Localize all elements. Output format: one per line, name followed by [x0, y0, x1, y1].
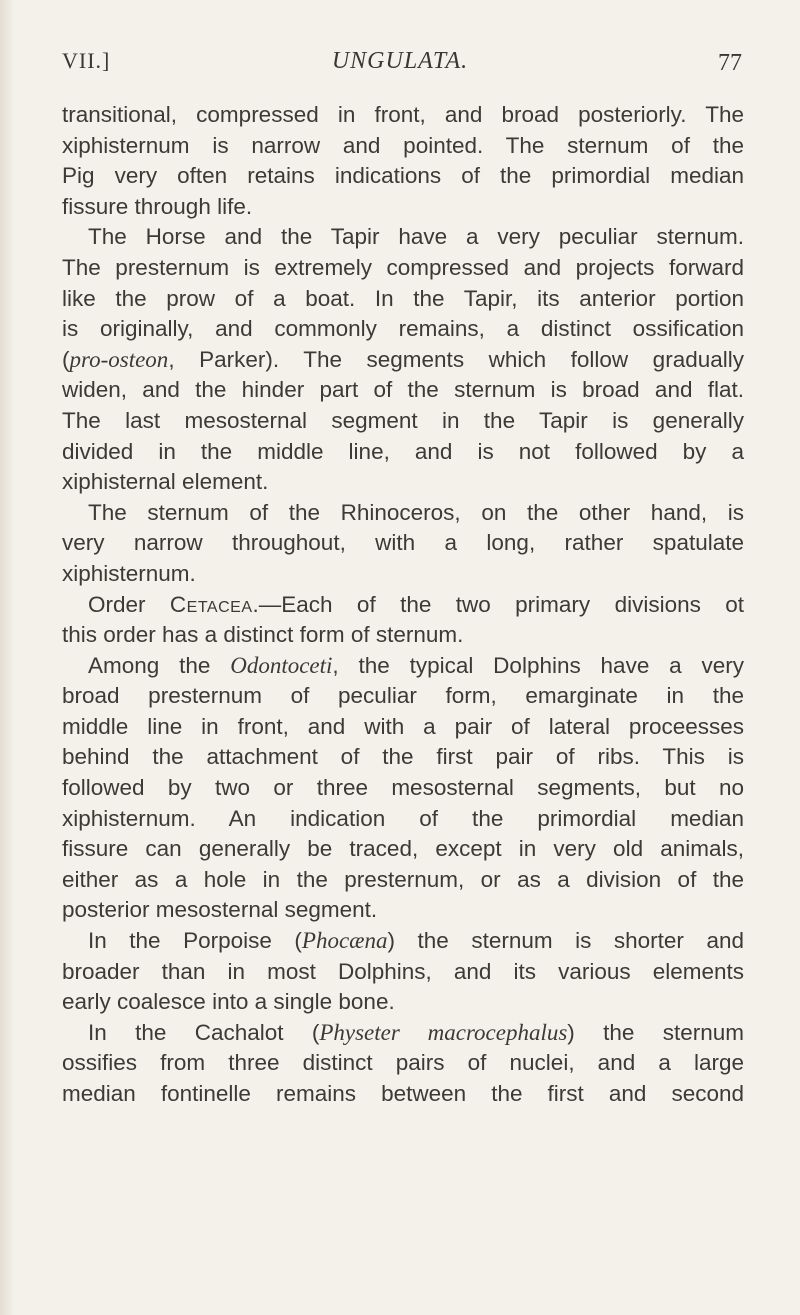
text-segment: The presternum is extremely compressed and projects forward: [62, 254, 744, 280]
text-line: [62, 773, 744, 804]
text-segment: The Horse and the Tapir have a very peculiar sternum.: [88, 224, 744, 250]
text-line: [62, 345, 744, 376]
text-segment: In the Porpoise (: [88, 928, 302, 954]
running-title: UNGULATA.: [331, 48, 469, 74]
text-line: [62, 375, 744, 406]
text-line: [62, 131, 744, 162]
text-segment: middle line in front, and with a pair of lateral proceesses: [62, 713, 744, 739]
text-segment: ) the sternum: [567, 1019, 744, 1045]
text-line: [62, 865, 744, 896]
text-segment: fissure through life.: [62, 193, 253, 219]
text-segment: In the Cachalot (: [88, 1019, 320, 1045]
text-segment: xiphisternum. An indication of the primordial median: [62, 805, 744, 831]
text-line: [62, 1018, 744, 1049]
page-number: 77: [718, 50, 742, 76]
text-line: [62, 498, 744, 529]
running-head: [0, 48, 800, 82]
text-segment: transitional, compressed in front, and broad posteriorly. The: [62, 102, 744, 127]
text-line: [62, 467, 744, 498]
text-segment: , the typical Dolphins have a very: [332, 652, 744, 678]
text-line: [62, 742, 744, 773]
text-line: [62, 1048, 744, 1079]
text-line: [62, 651, 744, 682]
text-line: [62, 437, 744, 468]
text-segment: (: [62, 346, 70, 372]
text-line: [62, 284, 744, 315]
text-segment: Order: [88, 591, 170, 617]
text-segment: xiphisternum is narrow and pointed. The sternum of the: [62, 132, 744, 158]
text-segment: The sternum of the Rhinoceros, on the other hand, is: [88, 499, 744, 525]
text-segment: ossifies from three distinct pairs of nuclei, and a large: [62, 1050, 744, 1076]
text-line: [62, 926, 744, 957]
small-caps-term: Cetacea: [169, 591, 253, 617]
italic-term: Phocæna: [301, 928, 388, 954]
italic-term: pro-osteon: [69, 346, 169, 372]
text-line: [62, 957, 744, 988]
text-segment: Pig very often retains indications of the primordial median: [62, 163, 744, 189]
text-segment: posterior mesosternal segment.: [62, 897, 378, 923]
italic-term: Odontoceti: [230, 652, 333, 678]
text-segment: divided in the middle line, and is not followed by a: [62, 438, 744, 464]
text-line: [62, 620, 744, 651]
text-line: [62, 314, 744, 345]
text-line: [62, 1079, 744, 1110]
text-line: [62, 528, 744, 559]
text-segment: widen, and the hinder part of the sternum is broad and flat.: [62, 377, 744, 403]
text-line: [62, 987, 744, 1018]
text-segment: .—Each of the two primary divisions ot: [252, 591, 745, 617]
text-line: [62, 895, 744, 926]
text-line: [62, 222, 744, 253]
text-line: [62, 161, 744, 192]
text-segment: Among the: [88, 652, 231, 678]
text-line: [62, 804, 744, 835]
text-segment: broader than in most Dolphins, and its various elements: [62, 958, 744, 984]
text-segment: either as a hole in the presternum, or as a division of the: [62, 866, 744, 892]
italic-term: Physeter macrocephalus: [319, 1019, 568, 1045]
text-line: [62, 712, 744, 743]
page-gutter-shadow: [0, 0, 14, 1315]
text-segment: fissure can generally be traced, except in very old animals,: [62, 836, 744, 862]
text-segment: xiphisternum.: [62, 560, 196, 586]
text-line: [62, 559, 744, 590]
text-segment: very narrow throughout, with a long, rather spatulate: [62, 530, 744, 556]
chapter-number: VII.]: [62, 48, 111, 73]
text-segment: is originally, and commonly remains, a distinct ossification: [62, 316, 744, 342]
text-segment: behind the attachment of the first pair of ribs. This is: [62, 744, 744, 770]
text-line: [62, 834, 744, 865]
text-segment: broad presternum of peculiar form, emarginate in the: [62, 683, 744, 709]
text-segment: this order has a distinct form of sternum.: [62, 622, 464, 648]
body-text: [62, 100, 744, 1110]
text-segment: ) the sternum is shorter and: [387, 928, 744, 954]
text-segment: median fontinelle remains between the first and second: [62, 1081, 744, 1106]
text-segment: xiphisternal element.: [62, 469, 269, 495]
text-line: [62, 406, 744, 437]
text-line: [62, 253, 744, 284]
text-segment: like the prow of a boat. In the Tapir, its anterior portion: [62, 285, 744, 311]
text-line: [62, 681, 744, 712]
text-segment: followed by two or three mesosternal segments, but no: [62, 775, 744, 801]
text-line: [62, 100, 744, 131]
text-segment: early coalesce into a single bone.: [62, 989, 395, 1015]
text-segment: , Parker). The segments which follow gradually: [168, 346, 744, 372]
text-line: [62, 590, 744, 621]
text-line: [62, 192, 744, 223]
text-segment: The last mesosternal segment in the Tapir is generally: [62, 407, 744, 433]
